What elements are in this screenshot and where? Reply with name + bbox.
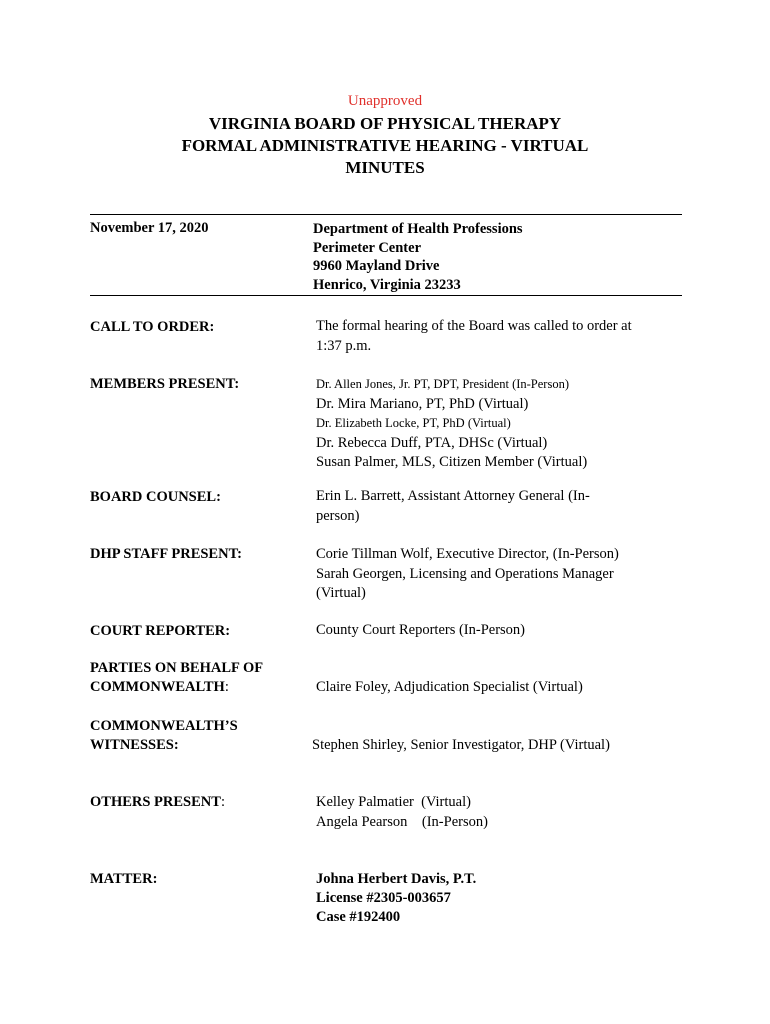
parties-label — [90, 659, 300, 697]
witnesses-label-line-1: COMMONWEALTH’S — [90, 718, 238, 734]
dhp-staff-line-2: Sarah Georgen, Licensing and Operations Manager — [316, 565, 614, 582]
matter-respondent: Johna Herbert Davis, P.T. — [316, 871, 477, 887]
matter-label: MATTER: — [90, 871, 158, 887]
member-2: Dr. Mira Mariano, PT, PhD (Virtual) — [316, 395, 529, 412]
top-divider — [90, 214, 682, 215]
location-line-4: Henrico, Virginia 23233 — [313, 276, 461, 293]
other-2: Angela Pearson (In-Person) — [316, 813, 488, 830]
parties-label-text: COMMONWEALTH — [90, 679, 225, 695]
member-1: Dr. Allen Jones, Jr. PT, DPT, President (In-Person) — [316, 377, 569, 391]
witness-1: Stephen Shirley, Senior Investigator, DHP (Virtual) — [312, 737, 610, 753]
title-line-2: FORMAL ADMINISTRATIVE HEARING - VIRTUAL — [181, 136, 589, 155]
members-present-label: MEMBERS PRESENT: — [90, 376, 240, 392]
location-line-1: Department of Health Professions — [313, 221, 523, 237]
witnesses-label-line-2: WITNESSES: — [90, 737, 179, 753]
others-present-label-colon: : — [220, 794, 225, 810]
call-to-order-text — [316, 317, 688, 356]
call-to-order-line-1: The formal hearing of the Board was called to order at — [316, 318, 632, 334]
others-present-label-text: OTHERS PRESENT — [90, 794, 221, 810]
bottom-divider — [90, 295, 682, 296]
matter-case: Case #192400 — [316, 909, 401, 925]
parties-text — [316, 678, 688, 698]
call-to-order-label: CALL TO ORDER: — [90, 319, 215, 335]
members-present-list — [316, 375, 688, 473]
witnesses-label — [90, 717, 300, 755]
meeting-date: November 17, 2020 — [90, 220, 209, 236]
court-reporter-label: COURT REPORTER: — [90, 623, 231, 639]
parties-label-line-1: PARTIES ON BEHALF OF — [90, 660, 264, 676]
court-reporter-text — [316, 621, 688, 641]
location-line-2: Perimeter Center — [313, 239, 422, 256]
status-label: Unapproved — [347, 93, 423, 109]
document-title — [0, 113, 770, 179]
others-present-list — [316, 793, 688, 832]
matter-license: License #2305-003657 — [316, 890, 451, 906]
member-5: Susan Palmer, MLS, Citizen Member (Virtual) — [316, 454, 588, 470]
parties-label-line-2 — [90, 678, 300, 697]
title-line-3: MINUTES — [345, 158, 425, 177]
location-line-3: 9960 Mayland Drive — [313, 258, 440, 274]
member-4: Dr. Rebecca Duff, PTA, DHSc (Virtual) — [316, 434, 548, 451]
matter-details — [316, 870, 688, 927]
board-counsel-text — [316, 487, 688, 526]
parties-label-colon: : — [224, 679, 229, 695]
dhp-staff-line-3: (Virtual) — [316, 585, 366, 601]
dhp-staff-label: DHP STAFF PRESENT: — [90, 546, 242, 562]
witnesses-text — [312, 736, 684, 756]
board-counsel-label: BOARD COUNSEL: — [90, 489, 221, 505]
meeting-location — [313, 220, 523, 294]
other-1: Kelley Palmatier (Virtual) — [316, 794, 471, 810]
dhp-staff-line-1: Corie Tillman Wolf, Executive Director, (In-Person) — [316, 546, 619, 562]
parties-line-1: Claire Foley, Adjudication Specialist (Virtual) — [316, 679, 583, 695]
board-counsel-line-1: Erin L. Barrett, Assistant Attorney General (In- — [316, 488, 590, 504]
title-line-1: VIRGINIA BOARD OF PHYSICAL THERAPY — [208, 114, 562, 133]
board-counsel-line-2: person) — [316, 507, 360, 524]
member-3: Dr. Elizabeth Locke, PT, PhD (Virtual) — [316, 416, 511, 430]
dhp-staff-list — [316, 545, 688, 604]
others-present-label — [90, 793, 300, 812]
court-reporter-line-1: County Court Reporters (In-Person) — [316, 622, 526, 638]
call-to-order-line-2: 1:37 p.m. — [316, 337, 372, 354]
